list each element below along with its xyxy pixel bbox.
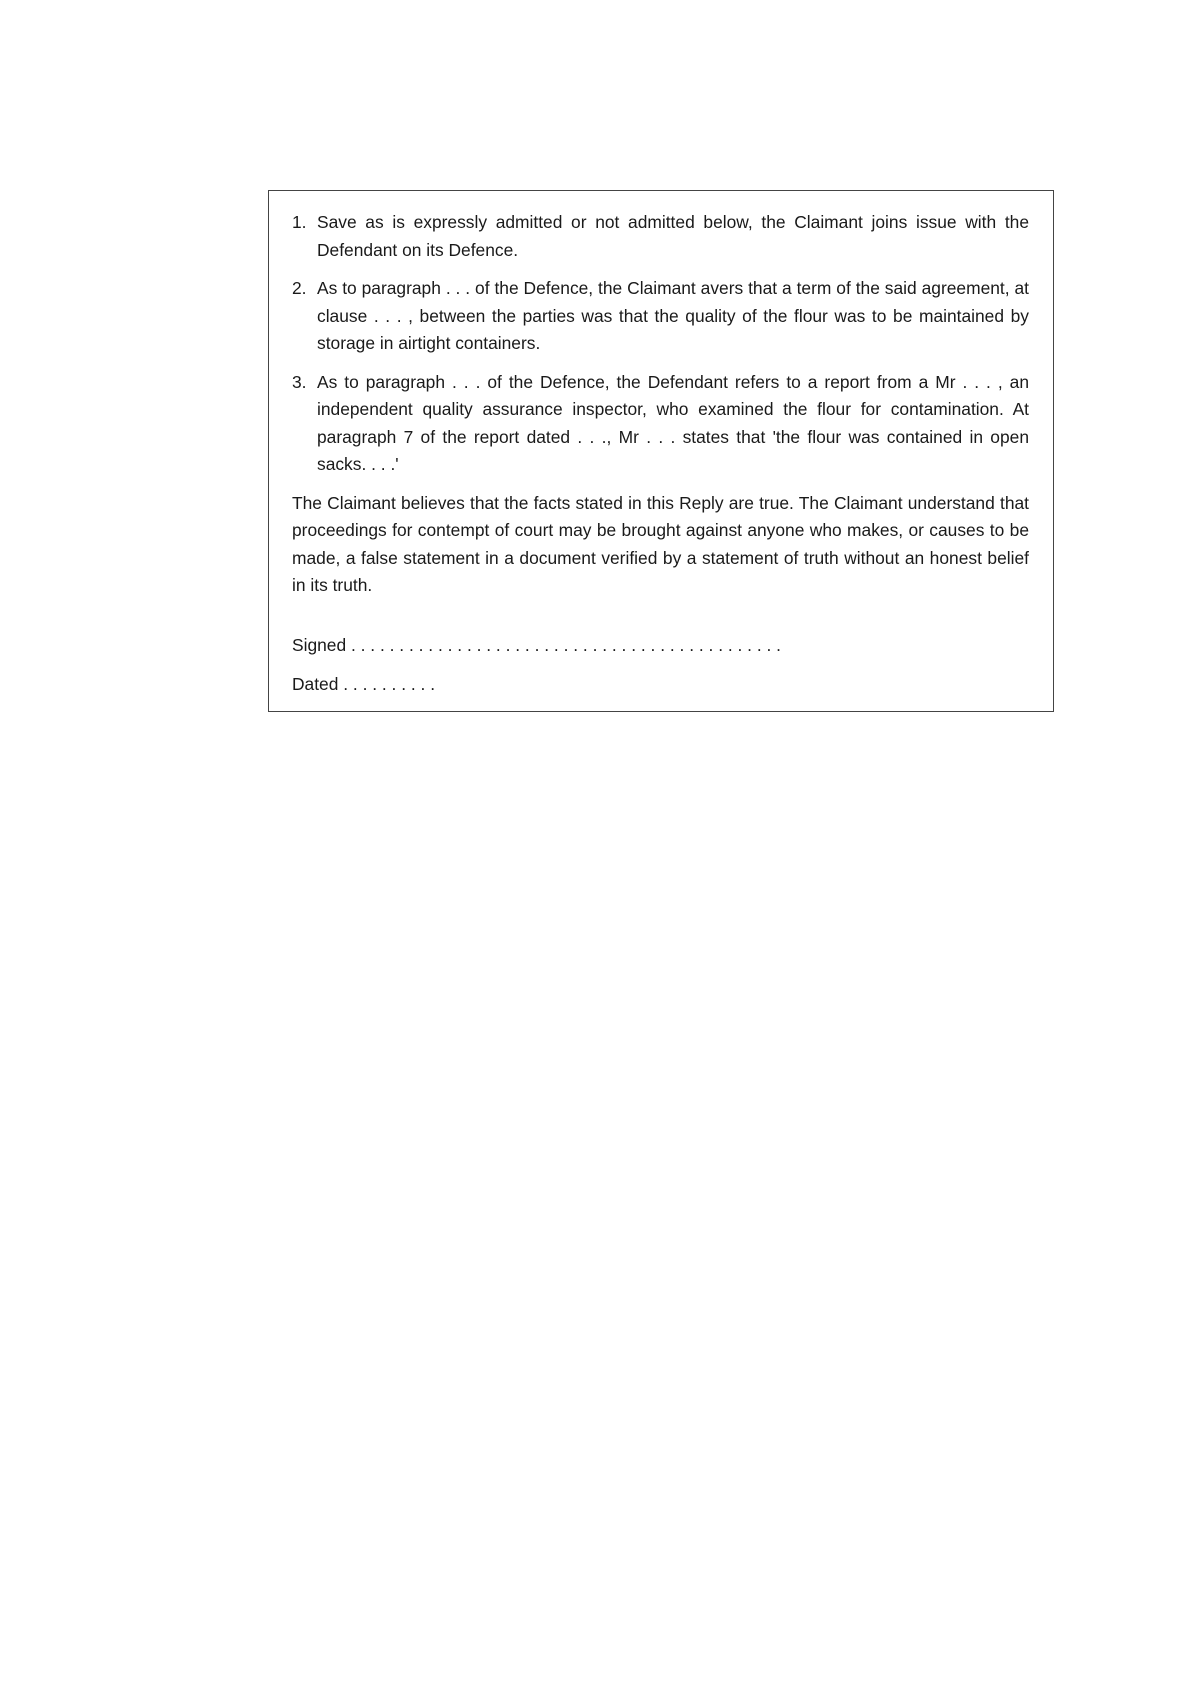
dated-line: Dated . . . . . . . . . . bbox=[292, 674, 436, 694]
paragraph-text: As to paragraph . . . of the Defence, the Claimant avers that a term of the said agreement, at clause . . . , between the parties was that the quality of the flour was to be maintained by storage in airtight containers. bbox=[317, 278, 1029, 353]
reply-paragraph bbox=[292, 275, 1029, 358]
paragraph-text: Save as is expressly admitted or not admitted below, the Claimant joins issue with the Defendant on its Defence. bbox=[317, 212, 1029, 260]
reply-paragraph-list bbox=[292, 209, 1029, 479]
paragraph-number: 2. bbox=[292, 278, 307, 298]
signed-line: Signed . . . . . . . . . . . . . . . . . . . . . . . . . . . . . . . . . . . . . . . . . . . . . bbox=[292, 634, 782, 655]
paragraph-text: As to paragraph . . . of the Defence, the Defendant refers to a report from a Mr . . . , an independent quality assurance inspector, who examined the flour for contamination. At paragraph 7 of the report dated . . ., Mr . . . states that 'the flour was contained in open sacks. . . .' bbox=[317, 371, 1029, 474]
paragraph-number: 1. bbox=[292, 212, 307, 232]
paragraph-number: 3. bbox=[292, 371, 307, 392]
reply-box bbox=[268, 190, 1054, 712]
statement-of-truth: The Claimant believes that the facts stated in this Reply are true. The Claimant understand that proceedings for contempt of court may be brought against anyone who makes, or causes to be made, a false statement in a document verified by a statement of truth without an honest belief in its truth. bbox=[292, 492, 1029, 595]
reply-paragraph bbox=[292, 369, 1029, 479]
reply-paragraph bbox=[292, 209, 1029, 264]
